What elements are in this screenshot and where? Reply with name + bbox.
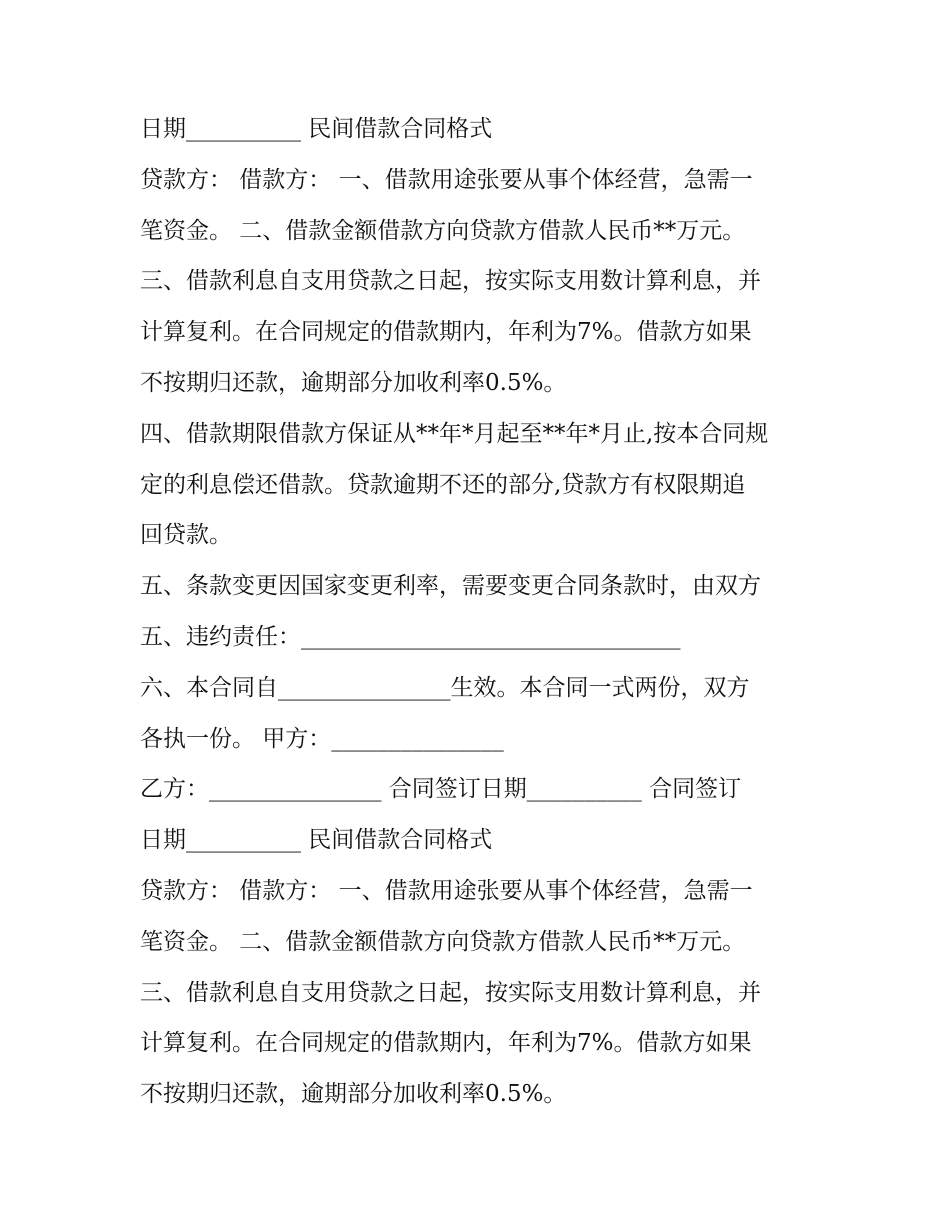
text-line: 三、借款利息自支用贷款之日起，按实际支用数计算利息，并 (140, 268, 761, 295)
text-line: 贷款方： 借款方： 一、借款用途张要从事个体经营，急需一 (140, 877, 753, 904)
text-line: 五、违约责任：_________________________________ (140, 623, 681, 650)
text-line: 笔资金。 二、借款金额借款方向贷款方借款人民币**万元。 (140, 928, 746, 955)
text-line: 日期__________ 民间借款合同格式 (140, 116, 493, 142)
text-line: 乙方：_______________ 合同签订日期__________ 合同签订 (140, 776, 742, 803)
text-line: 回贷款。 (140, 522, 232, 549)
text-line: 六、本合同自_______________生效。本合同一式两份，双方 (140, 674, 750, 701)
text-line: 计算复利。在合同规定的借款期内，年利为7%。借款方如果 (140, 319, 752, 346)
text-line: 四、借款期限借款方保证从**年*月起至**年*月止,按本合同规 (140, 420, 769, 447)
text-line: 不按期归还款，逾期部分加收利率0.5%。 (140, 1081, 567, 1108)
text-line: 不按期归还款，逾期部分加收利率0.5%。 (140, 369, 567, 396)
text-line: 五、条款变更因国家变更利率，需要变更合同条款时，由双方 (140, 573, 761, 600)
text-line: 计算复利。在合同规定的借款期内，年利为7%。借款方如果 (140, 1030, 752, 1057)
text-line: 各执一份。 甲方：_______________ (140, 725, 504, 752)
text-line: 定的利息偿还借款。贷款逾期不还的部分,贷款方有权限期追 (140, 471, 746, 498)
text-line: 贷款方： 借款方： 一、借款用途张要从事个体经营，急需一 (140, 166, 753, 193)
text-line: 三、借款利息自支用贷款之日起，按实际支用数计算利息，并 (140, 979, 761, 1006)
text-line: 日期__________ 民间借款合同格式 (140, 827, 493, 854)
text-line: 笔资金。 二、借款金额借款方向贷款方借款人民币**万元。 (140, 217, 746, 244)
document-body (140, 104, 830, 1120)
